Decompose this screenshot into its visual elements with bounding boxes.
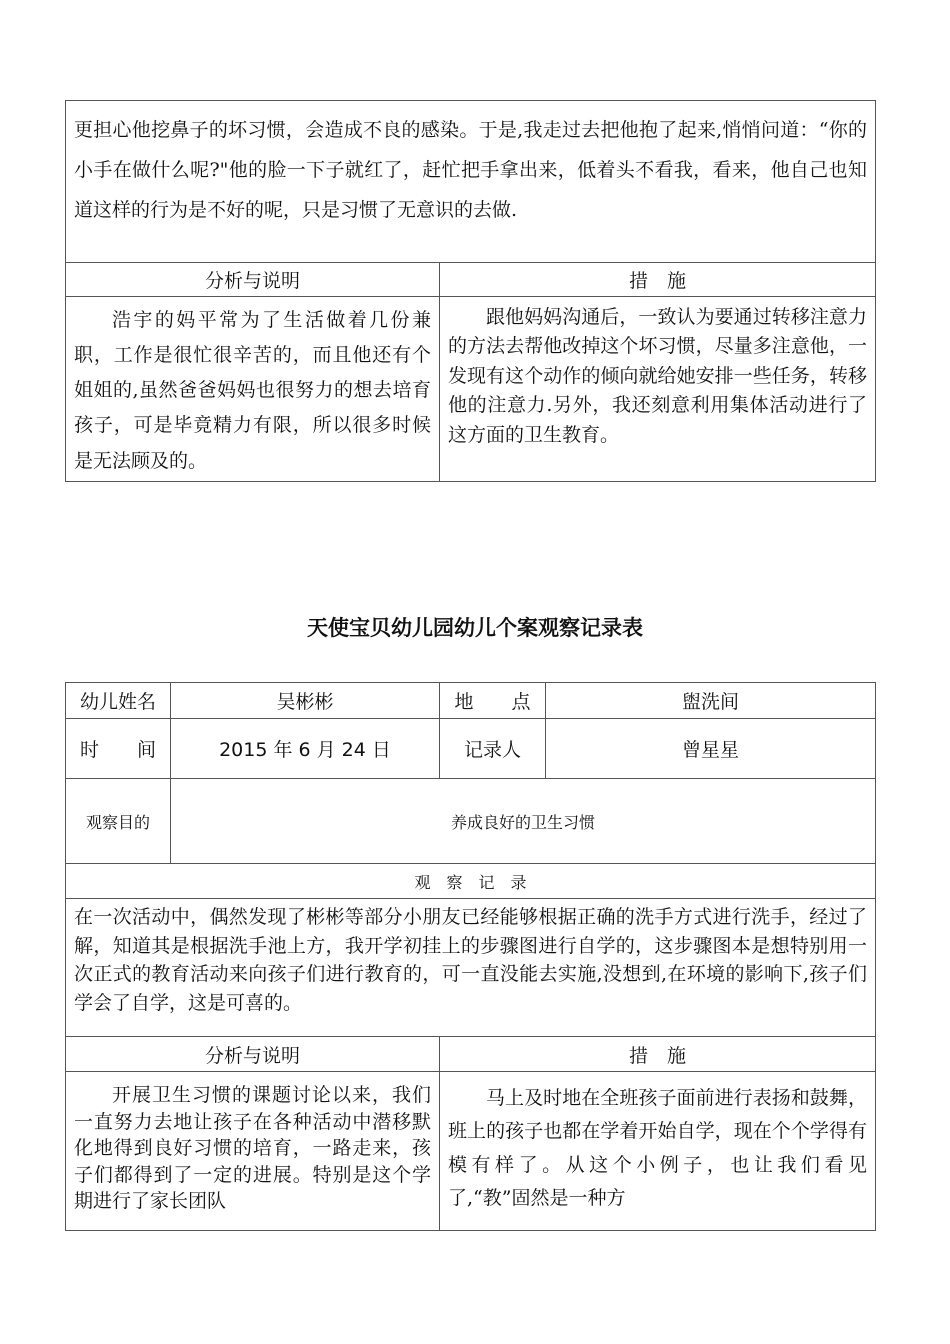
purpose-label: 观察目的 [85, 812, 150, 832]
measures-header: 措 施 [439, 1037, 875, 1071]
top-analysis-text: 浩宇的妈平常为了生活做着几份兼职，工作是很忙很辛苦的，而且他还有个姐姐的,虽然爸爸妈妈也很努力的想去培育孩子，可是毕竟精力有限，所以很多时候是无法顾及的。 [74, 309, 431, 472]
purpose-row [66, 779, 875, 864]
recorder-value: 曾星星 [545, 719, 875, 778]
record-text: 在一次活动中，偶然发现了彬彬等部分小朋友已经能够根据正确的洗手方式进行洗手，经过了解，知道其是根据洗手池上方，我开学初挂上的步骤图进行自学的，这步骤图本是想特别用一次正式的教育活动来向孩子们进行教育的，可一直没能去实施,没想到,在环境的影响下,孩子们学会了自学，这是可喜的。 [74, 906, 867, 1014]
time-value: 2015 年 6 月 24 日 [170, 719, 439, 778]
measures-cell [439, 1072, 875, 1230]
second-content-row [66, 1072, 875, 1230]
observation-table [65, 682, 876, 1231]
purpose-value: 养成良好的卫生习惯 [170, 779, 875, 863]
time-label: 时 间 [79, 739, 156, 761]
recorder-label: 记录人 [439, 719, 545, 778]
top-header-row [66, 263, 875, 297]
name-row [66, 683, 875, 719]
top-content-row [66, 297, 875, 481]
top-record-row [66, 101, 875, 263]
analysis-text: 开展卫生习惯的课题讨论以来，我们一直努力去地让孩子在各种活动中潜移默化地得到良好习惯的培育，一路走来，孩子们都得到了一定的进展。特别是这个学期进行了家长团队 [74, 1084, 431, 1213]
top-record-text: 更担心他挖鼻子的坏习惯，会造成不良的感染。于是,我走过去把他抱了起来,悄悄问道：“你的小手在做什么呢?"他的脸一下子就红了，赶忙把手拿出来，低着头不看我，看来，他自己也知道这样的行为是不好的呢，只是习惯了无意识的去做. [74, 119, 867, 221]
top-measures-cell [439, 297, 875, 481]
second-header-row [66, 1037, 875, 1072]
place-label: 地 点 [439, 683, 545, 718]
record-header-row [66, 864, 875, 899]
top-record-table [65, 100, 876, 482]
record-row [66, 899, 875, 1037]
record-header: 观 察 记 录 [414, 872, 527, 892]
top-analysis-cell [66, 297, 439, 481]
analysis-header: 分析与说明 [204, 1044, 300, 1067]
place-value: 盥洗间 [545, 683, 875, 718]
top-measures-header: 措 施 [439, 263, 875, 296]
top-analysis-header: 分析与说明 [204, 270, 300, 292]
name-label: 幼儿姓名 [79, 691, 156, 713]
name-value: 吴彬彬 [170, 683, 439, 718]
page-title: 天使宝贝幼儿园幼儿个案观察记录表 [307, 616, 643, 640]
time-row [66, 719, 875, 779]
measures-text: 马上及时地在全班孩子面前进行表扬和鼓舞，班上的孩子也都在学着开始自学，现在个个学得有模有样了。从这个小例子，也让我们看见了,“教”固然是一种方 [448, 1087, 867, 1209]
top-measures-text: 跟他妈妈沟通后，一致认为要通过转移注意力的方法去帮他改掉这个坏习惯，尽量多注意他，一发现有这个动作的倾向就给她安排一些任务，转移他的注意力.另外，我还刻意利用集体活动进行了这方面的卫生教育。 [448, 306, 867, 446]
analysis-cell [66, 1072, 439, 1230]
